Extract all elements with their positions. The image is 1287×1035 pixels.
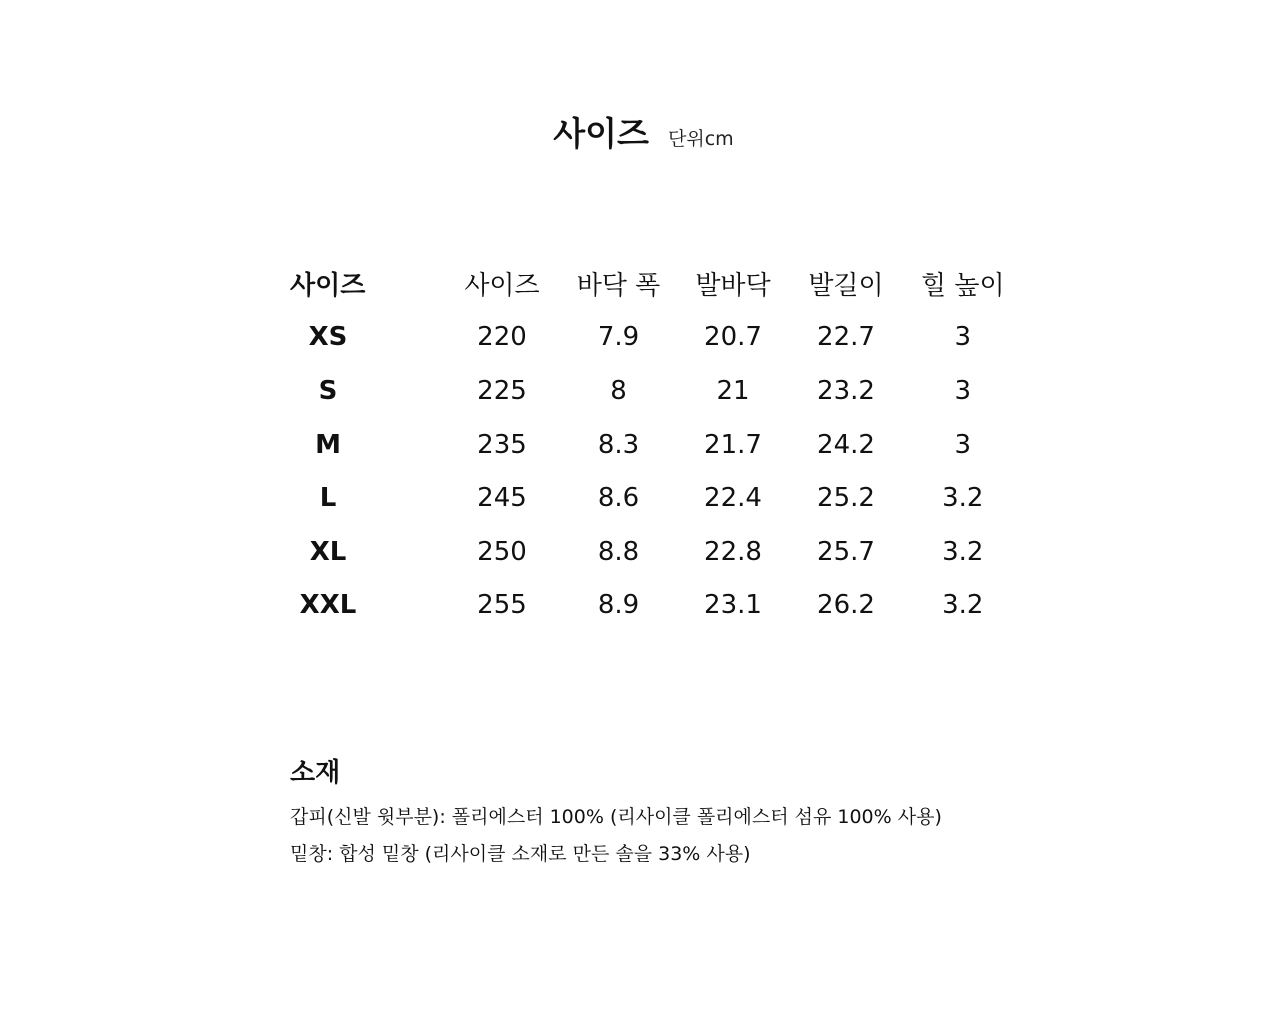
table-cell: 3.2 xyxy=(942,536,984,567)
table-cell: 25.2 xyxy=(817,483,875,514)
table-cell: 20.7 xyxy=(704,322,762,353)
table-row xyxy=(290,471,1005,525)
column-header-sole-width: 바닥 폭 xyxy=(576,271,661,302)
table-row xyxy=(290,364,1005,418)
table-cell: 8.9 xyxy=(597,590,640,621)
table-row xyxy=(290,418,1005,472)
table-row xyxy=(290,311,1005,365)
table-header-row xyxy=(290,257,1005,311)
table-cell: 3.2 xyxy=(942,483,984,514)
table-cell: 22.8 xyxy=(704,536,762,567)
table-row xyxy=(290,579,1005,633)
table-cell: 23.2 xyxy=(817,375,875,406)
size-label-cell: M xyxy=(315,429,341,460)
table-cell: 22.4 xyxy=(704,483,762,514)
size-chart-table xyxy=(290,257,1005,632)
column-header-foot-length: 발길이 xyxy=(808,271,884,302)
table-cell: 235 xyxy=(477,429,527,460)
material-section xyxy=(290,752,942,873)
material-upper-line: 갑피(신발 윗부분): 폴리에스터 100% (리사이클 폴리에스터 섬유 100% 사용) xyxy=(290,806,942,828)
table-cell: 8.3 xyxy=(597,429,640,460)
table-cell: 8 xyxy=(610,375,627,406)
table-cell: 21.7 xyxy=(704,429,762,460)
page-title: 사이즈 xyxy=(553,114,649,153)
table-cell: 255 xyxy=(477,590,527,621)
table-cell: 8.8 xyxy=(597,536,640,567)
size-label-cell: XL xyxy=(309,536,347,567)
size-label-cell: XXL xyxy=(299,590,357,621)
table-cell: 26.2 xyxy=(817,590,875,621)
size-label-cell: XS xyxy=(308,322,348,353)
table-cell: 21 xyxy=(716,375,750,406)
size-label-cell: L xyxy=(319,483,337,514)
material-title: 소재 xyxy=(290,758,341,788)
material-sole-line: 밑창: 합성 밑창 (리사이클 소재로 만든 솔을 33% 사용) xyxy=(290,843,751,865)
table-cell: 225 xyxy=(477,375,527,406)
table-cell: 24.2 xyxy=(817,429,875,460)
table-cell: 25.7 xyxy=(817,536,875,567)
unit-label: 단위cm xyxy=(668,128,734,150)
table-cell: 245 xyxy=(477,483,527,514)
table-cell: 8.6 xyxy=(597,483,640,514)
size-heading xyxy=(0,108,1287,155)
column-header-size-label: 사이즈 xyxy=(290,271,366,302)
table-cell: 3 xyxy=(954,429,972,460)
size-label-cell: S xyxy=(318,375,338,406)
table-cell: 3 xyxy=(954,322,972,353)
table-cell: 22.7 xyxy=(817,322,875,353)
column-header-size-mm: 사이즈 xyxy=(464,271,540,302)
table-cell: 220 xyxy=(477,322,527,353)
table-cell: 3 xyxy=(954,375,972,406)
table-cell: 250 xyxy=(477,536,527,567)
table-cell: 3.2 xyxy=(942,590,984,621)
column-header-footbed: 발바닥 xyxy=(695,271,771,302)
table-cell: 23.1 xyxy=(704,590,762,621)
column-header-heel-height: 힐 높이 xyxy=(921,271,1005,302)
table-row xyxy=(290,525,1005,579)
table-cell: 7.9 xyxy=(597,322,640,353)
